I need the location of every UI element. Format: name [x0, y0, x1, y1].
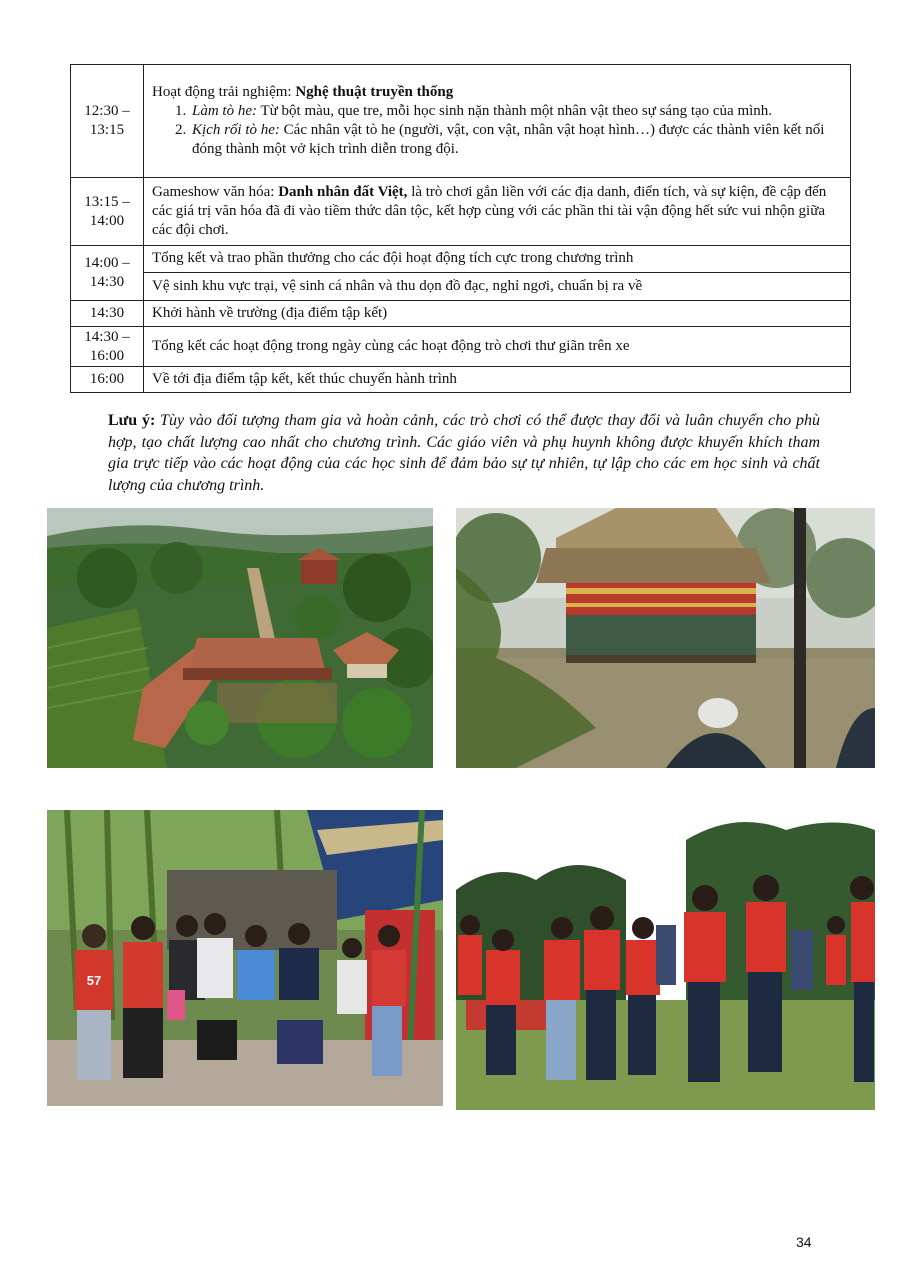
time-cell: 12:30 – 13:15: [71, 65, 144, 178]
activity-list: [152, 102, 842, 159]
activity-cell: Về tới địa điểm tập kết, kết thúc chuyến hành trình: [144, 367, 851, 393]
time-cell: 16:00: [71, 367, 144, 393]
activity-title: Hoạt động trải nghiệm: Nghệ thuật truyền thống: [152, 83, 454, 100]
note-text: Tùy vào đối tượng tham gia và hoàn cảnh, các trò chơi có thể được thay đổi và luân chuyển cho phù hợp, tạo chất lượng cao nhất cho chương trình. Các giáo viên và phụ huynh không được khuyến khích tham gia trực tiếp vào các hoạt động của các học sinh để đảm bảo sự tự nhiên, tự lập cho các em học sinh và chất lượng của chương trình.: [108, 412, 821, 494]
table-row: [71, 178, 851, 246]
activity-cell: [144, 65, 851, 178]
table-row: [71, 65, 851, 178]
table-row: [71, 367, 851, 393]
time-cell: 14:00 – 14:30: [71, 246, 144, 301]
time-cell: 14:30: [71, 301, 144, 327]
time-cell: 14:30 – 16:00: [71, 327, 144, 367]
page-number: 34: [796, 1234, 812, 1250]
activity-cell: Vệ sinh khu vực trại, vệ sinh cá nhân và thu dọn đồ đạc, nghỉ ngơi, chuẩn bị ra về: [144, 273, 851, 301]
activity-cell: Gameshow văn hóa: Danh nhân đất Việt, là trò chơi gắn liền với các địa danh, điển tích, và sự kiện, đề cập đến các giá trị văn hóa đã đi vào tiềm thức dân tộc, kết hợp cùng với các phần thi tài vận động hết sức vui nhộn giữa các đội chơi.: [144, 178, 851, 246]
table-row: [71, 273, 851, 301]
student-group-photo: [47, 810, 443, 1106]
table-row: [71, 246, 851, 273]
list-item: 1. Làm tò he: Từ bột màu, que tre, mỗi học sinh nặn thành một nhân vật theo sự sáng tạo của mình.: [190, 102, 842, 121]
note-label: Lưu ý:: [108, 412, 156, 429]
list-item: 2. Kịch rối tò he: Các nhân vật tò he (người, vật, con vật, nhân vật hoạt hình…) được các thành viên kết nối đóng thành một vở kịch trình diễn trong đội.: [190, 121, 842, 159]
activity-cell: Tổng kết và trao phần thưởng cho các đội hoạt động tích cực trong chương trình: [144, 246, 851, 273]
table-row: [71, 301, 851, 327]
table-row: [71, 327, 851, 367]
activity-cell: Tổng kết các hoạt động trong ngày cùng các hoạt động trò chơi thư giãn trên xe: [144, 327, 851, 367]
activity-cell: Khởi hành về trường (địa điểm tập kết): [144, 301, 851, 327]
aerial-village-photo: [47, 508, 433, 768]
schedule-table: [70, 64, 851, 393]
note-paragraph: [108, 410, 820, 496]
time-cell: 13:15 – 14:00: [71, 178, 144, 246]
water-puppet-theatre-photo: [456, 508, 875, 768]
students-dancing-photo: [456, 810, 875, 1110]
shirt-number: 57: [86, 973, 102, 988]
